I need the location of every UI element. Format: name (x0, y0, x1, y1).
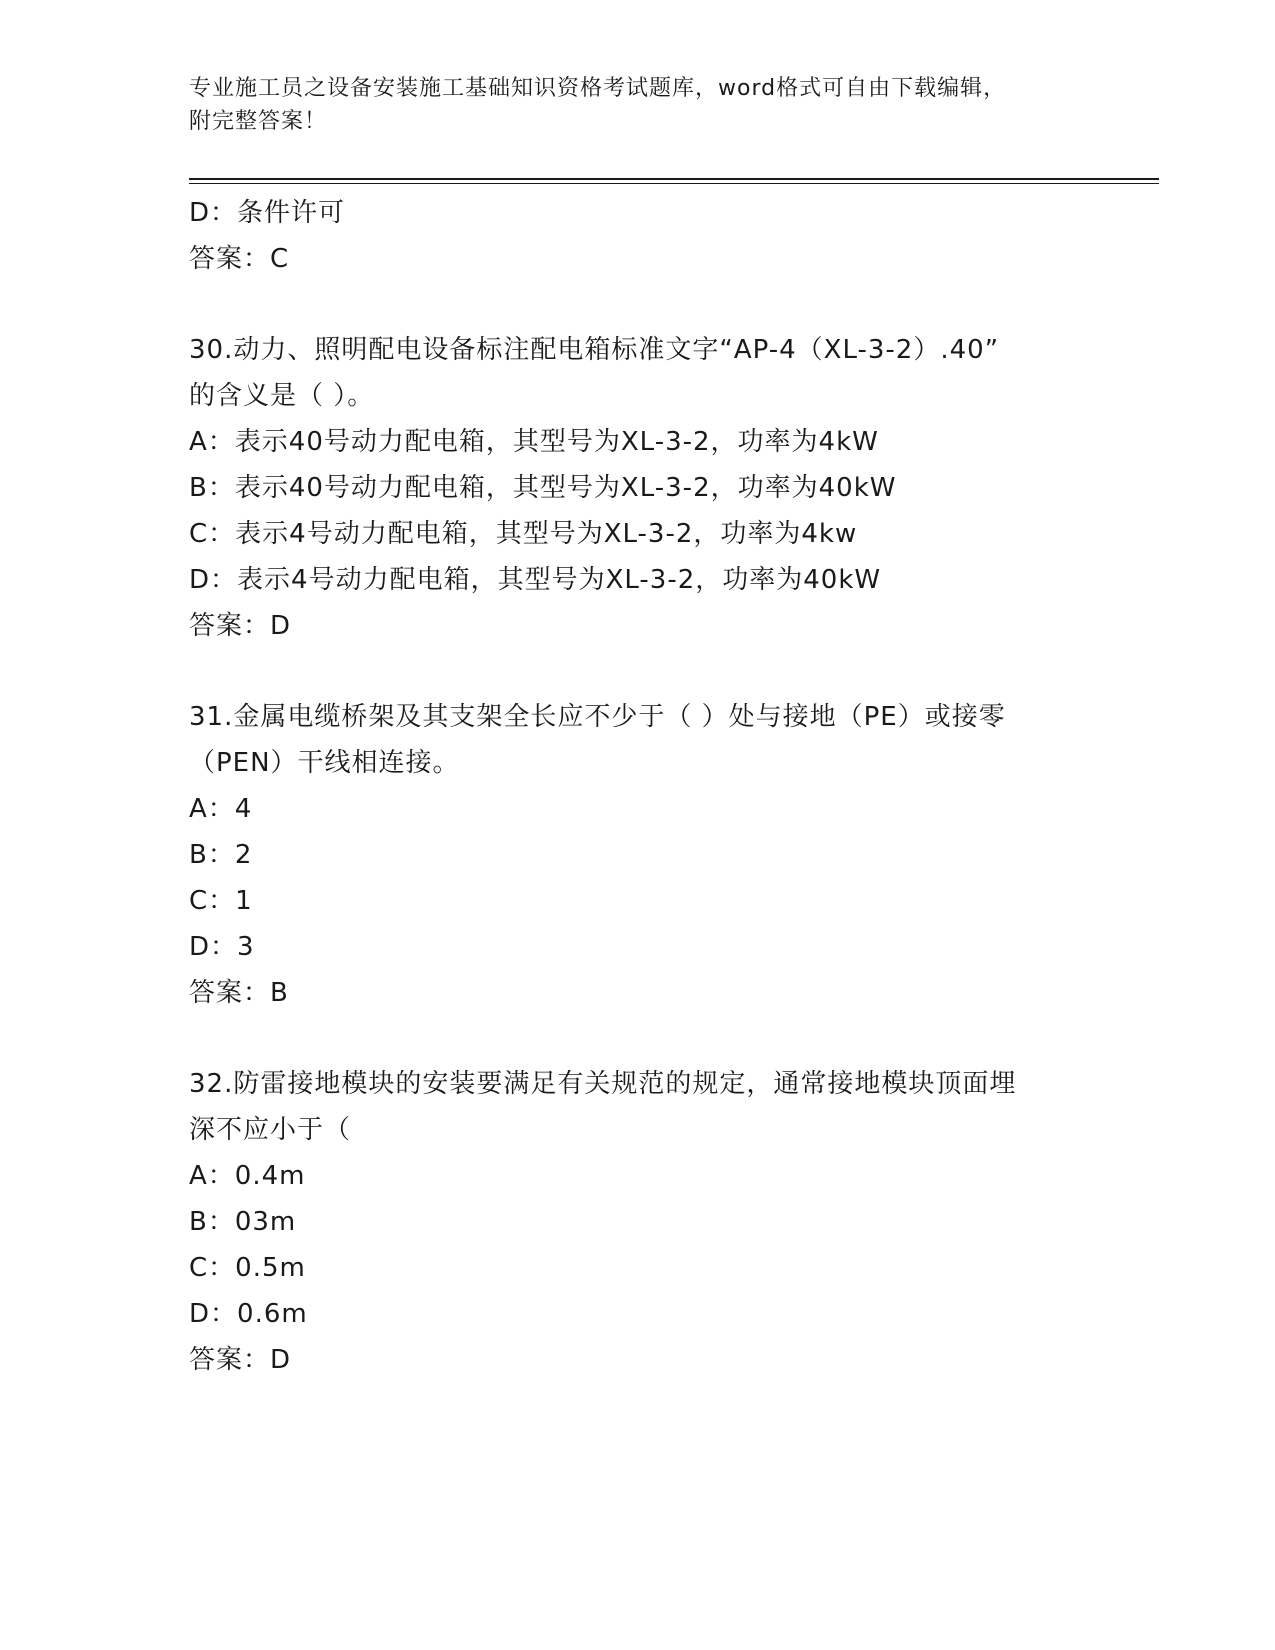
option-b: B：表示40号动力配电箱，其型号为XL-3-2，功率为40kW (189, 473, 897, 503)
option-b: B：03m (189, 1207, 297, 1237)
option-d: D：表示4号动力配电箱，其型号为XL-3-2，功率为40kW (189, 565, 882, 595)
answer-line: 答案：C (189, 244, 290, 274)
option-a: A：4 (189, 794, 253, 824)
question-stem-line-2: 深不应小于（ (189, 1115, 352, 1145)
question-30 (189, 327, 1109, 649)
header-line-1: 专业施工员之设备安装施工基础知识资格考试题库，word格式可自由下载编辑， (189, 76, 1007, 101)
question-list (189, 190, 1109, 1383)
question-29-tail (189, 190, 1109, 282)
option-c: C：1 (189, 886, 253, 916)
answer-line: 答案：B (189, 978, 289, 1008)
option-b: B：2 (189, 840, 253, 870)
option-d: D：3 (189, 932, 255, 962)
question-stem-line-1: 30.动力、照明配电设备标注配电箱标准文字“AP-4（XL-3-2）.40” (189, 335, 1000, 365)
answer-line: 答案：D (189, 1345, 292, 1375)
question-32 (189, 1061, 1109, 1383)
option-c: C：0.5m (189, 1253, 306, 1283)
option-d: D：条件许可 (189, 198, 346, 228)
option-a: A：表示40号动力配电箱，其型号为XL-3-2，功率为4kW (189, 427, 879, 457)
question-stem-line-2: 的含义是（ ）。 (189, 381, 375, 411)
question-spacer (189, 649, 1109, 694)
option-a: A：0.4m (189, 1161, 306, 1191)
header-line-2: 附完整答案！ (189, 109, 328, 134)
question-31 (189, 694, 1109, 1016)
question-spacer (189, 1016, 1109, 1061)
option-d: D：0.6m (189, 1299, 308, 1329)
question-spacer (189, 282, 1109, 327)
option-c: C：表示4号动力配电箱，其型号为XL-3-2，功率为4kw (189, 519, 858, 549)
question-stem-line-2: （PEN）干线相连接。 (189, 748, 460, 778)
document-header (189, 72, 1089, 138)
question-stem-line-1: 32.防雷接地模块的安装要满足有关规范的规定，通常接地模块顶面埋 (189, 1069, 1017, 1099)
header-divider-thick (189, 178, 1159, 180)
question-stem-line-1: 31.金属电缆桥架及其支架全长应不少于（ ）处与接地（PE）或接零 (189, 702, 1006, 732)
answer-line: 答案：D (189, 611, 292, 641)
header-divider-thin (189, 183, 1159, 184)
